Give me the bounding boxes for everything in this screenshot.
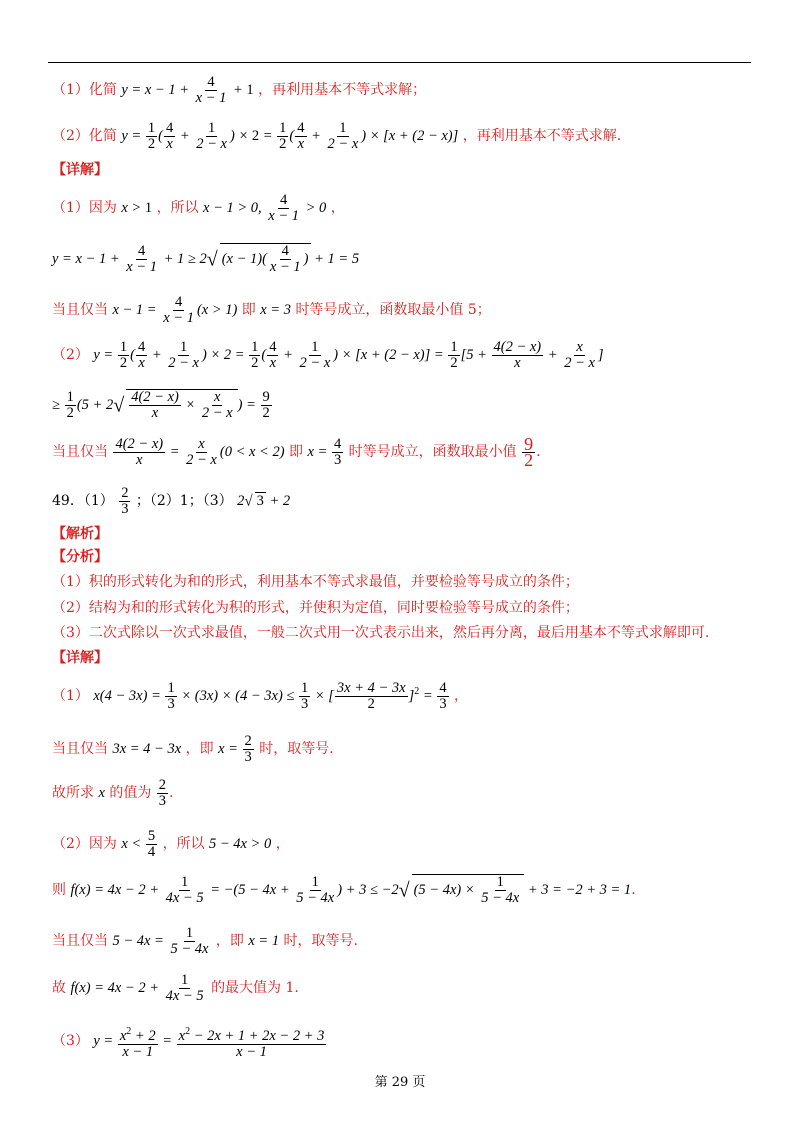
formula: y = x − 1 + $\frac{4}{x - 1}$ + 1 ≥ 2√ (x − 1)( $\frac{4}{x - 1}$ ) + 1 = 5: [52, 243, 360, 275]
text: 时等号成立，函数取最小值: [348, 443, 517, 460]
line-m2: [52, 734, 334, 765]
text: 的最大值为 1.: [211, 979, 299, 996]
text: 即: [289, 443, 303, 460]
line-because-1: [52, 193, 345, 224]
formula: x = $\frac{2}{3}$: [218, 733, 252, 765]
formula: x < $\frac{5}{4}$: [121, 828, 156, 860]
formula: y = $\frac{1}{2}$ ( $\frac{4}{x}$ + $\frac{1}{2 - x}$ ) × 2 = $\frac{1}{2}$ ( $\frac{4}{x}$ + $\frac{1}{2 - x}$ ) × [x + (2 − x)] = $\frac{1}{2}$ [5 + $\frac{4(2 - x)}{x}$ + $\frac{x}{2 - x}$ ]: [93, 339, 604, 371]
text: .: [536, 443, 541, 460]
text: （1）: [52, 687, 89, 704]
text: ，再利用基本不等式求解；: [258, 81, 427, 98]
text: .: [631, 881, 636, 898]
formula: 5 − 4x > 0: [209, 835, 272, 852]
text: （2）因为: [52, 835, 117, 852]
formula: $\frac{4(2 - x)}{x}$ = $\frac{x}{2 - x}$ (0 < x < 2): [115, 436, 285, 468]
formula: ≥ $\frac{1}{2}$ (5 + 2√ $\frac{4(2 - x)}{x}$ × $\frac{x}{2 - x}$ ) = $\frac{9}{2}$: [52, 389, 270, 421]
text: 时，取等号.: [259, 740, 334, 757]
line-part2-inequality: [52, 389, 273, 421]
analysis-line-1: （1）积的形式转化为和的形式，利用基本不等式求最值，并要检验等号成立的条件；: [52, 574, 579, 590]
fenxi-heading: 【分析】: [52, 549, 108, 565]
text: 故: [52, 979, 66, 996]
formula: x > 1: [121, 199, 153, 216]
header-rule: [48, 62, 751, 63]
formula: x = 1: [248, 932, 280, 949]
answer-49: [52, 486, 290, 517]
text: （1）化简: [52, 81, 117, 98]
detail-heading-1: 【详解】: [52, 162, 108, 178]
text: 即: [241, 301, 256, 318]
line-m4: [52, 829, 290, 860]
formula: $\frac{2}{3}$: [158, 777, 167, 809]
formula: f(x) = 4x − 2 + $\frac{1}{4x - 5}$ = −(5 − 4x + $\frac{1}{5 - 4x}$ ) + 3 ≤ −2√ (5 − 4x) × $\frac{1}{5 - 4x}$ + 3 = −2 + 3 = 1: [70, 874, 632, 906]
line-equality-2: [52, 434, 541, 470]
line-m5: [52, 874, 636, 906]
detail-heading-2: 【详解】: [52, 650, 108, 666]
formula: y = x − 1 + $\frac{4}{x - 1}$ + 1: [121, 74, 254, 106]
text: （3）: [52, 1033, 89, 1050]
line-equality-1: [52, 295, 491, 326]
text: ；（2）1；（3）: [135, 492, 233, 509]
analysis-heading: 【解析】: [52, 526, 108, 542]
text: 当且仅当: [52, 443, 108, 460]
formula: y = $\frac{1}{2}$ ( $\frac{4}{x}$ + $\frac{1}{2 - x}$ ) × 2 = $\frac{1}{2}$ ( $\frac{4}{x}$ + $\frac{1}{2 - x}$ ) × [x + (2 − x)]: [121, 120, 459, 152]
text: （2）化简: [52, 127, 117, 144]
formula: 5 − 4x = $\frac{1}{5 - 4x}$: [112, 925, 209, 957]
line-m8: [52, 1024, 327, 1060]
text: 时，取等号.: [283, 932, 358, 949]
text: ，即: [185, 740, 214, 757]
text: 当且仅当: [52, 740, 108, 757]
text: 当且仅当: [52, 932, 108, 949]
text: ，: [454, 687, 469, 704]
line-m1: [52, 681, 468, 712]
line-m3: [52, 778, 174, 809]
line-part2-expand: [52, 340, 604, 371]
line-inequality-1: [52, 243, 359, 275]
formula: $\frac{2}{3}$: [121, 485, 129, 517]
text: ，所以: [162, 835, 205, 852]
analysis-line-3: （3）二次式除以一次式求最值，一般二次式用一次式表示出来，然后再分离，最后用基本不等式求解即可.: [52, 625, 710, 641]
text: ，再利用基本不等式求解.: [462, 127, 622, 144]
text: 故所求: [52, 784, 94, 801]
formula: x − 1 > 0, $\frac{4}{x - 1}$ > 0: [203, 192, 327, 224]
formula: x: [98, 784, 105, 801]
text: （1）因为: [52, 199, 117, 216]
analysis-line-2: （2）结构为和的形式转化为积的形式，并使积为定值，同时要检验等号成立的条件；: [52, 600, 579, 616]
text: ，: [275, 835, 290, 852]
page-number: 第 29 页: [374, 1075, 426, 1090]
question-number: 49．（1）: [52, 492, 114, 509]
line-m6: [52, 926, 358, 957]
text: （2）: [52, 346, 89, 363]
formula: 2√ 3 + 2: [237, 492, 291, 510]
formula: x = $\frac{4}{3}$: [307, 436, 342, 468]
line-simplify-1: [52, 75, 426, 106]
formula: $\frac{9}{2}$: [524, 434, 534, 470]
text: ，即: [215, 932, 244, 949]
text: .: [169, 784, 174, 801]
formula: f(x) = 4x − 2 + $\frac{1}{4x - 5}$: [70, 972, 204, 1004]
formula: x − 1 = $\frac{4}{x - 1}$ (x > 1): [112, 294, 238, 326]
line-m7: [52, 973, 299, 1004]
text: ，所以: [156, 199, 199, 216]
text: 时等号成立，函数取最小值 5；: [295, 301, 491, 318]
formula: x(4 − 3x) = $\frac{1}{3}$ × (3x) × (4 − 3x) ≤ $\frac{1}{3}$ × [ $\frac{3x + 4 - 3x}{2}$ ]$^2$ = $\frac{4}{3}$: [93, 680, 447, 712]
text: 当且仅当: [52, 301, 108, 318]
text: ，: [330, 199, 345, 216]
line-simplify-2: [52, 121, 621, 152]
text: 则: [52, 881, 66, 898]
formula: x = 3: [260, 301, 291, 318]
formula: 3x = 4 − 3x: [112, 740, 182, 757]
text: 的值为: [109, 784, 152, 801]
formula: y = $\frac{x^2 + 2}{x - 1}$ = $\frac{x^2 - 2x + 1 + 2x - 2 + 3}{x - 1}$: [93, 1026, 325, 1060]
